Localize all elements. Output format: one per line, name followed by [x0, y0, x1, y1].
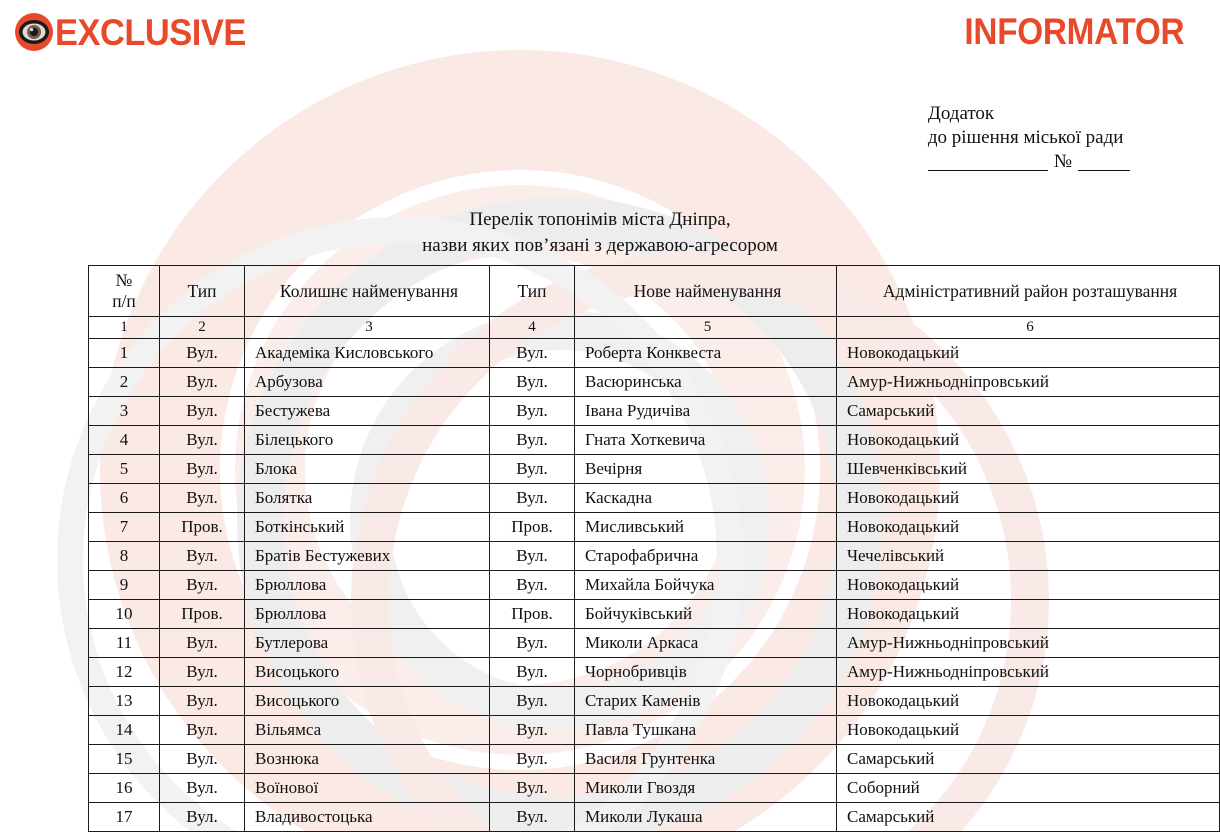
- row-old-type: Вул.: [160, 571, 245, 600]
- row-number: 17: [89, 803, 160, 832]
- row-new-type: Пров.: [490, 513, 575, 542]
- row-district: Амур-Нижньодніпровський: [837, 658, 1220, 687]
- row-old-name: Бестужева: [245, 397, 490, 426]
- row-district: Самарський: [837, 745, 1220, 774]
- row-old-type: Вул.: [160, 629, 245, 658]
- table-row: [89, 571, 1220, 600]
- header-number: [89, 266, 160, 317]
- table-row: [89, 803, 1220, 832]
- column-number-1: 1: [89, 317, 160, 339]
- row-number: 4: [89, 426, 160, 455]
- row-old-type: Вул.: [160, 455, 245, 484]
- row-new-name: Миколи Лукаша: [575, 803, 837, 832]
- row-new-name: Васюринська: [575, 368, 837, 397]
- row-old-type: Вул.: [160, 803, 245, 832]
- row-old-name: Бутлерова: [245, 629, 490, 658]
- row-old-name: Вільямса: [245, 716, 490, 745]
- column-number-6: 6: [837, 317, 1220, 339]
- row-new-name: Старих Каменів: [575, 687, 837, 716]
- header-new-name: Нове найменування: [575, 266, 837, 317]
- row-district: Новокодацький: [837, 571, 1220, 600]
- appendix-note: [928, 102, 1130, 171]
- row-old-type: Пров.: [160, 513, 245, 542]
- row-old-name: Висоцького: [245, 658, 490, 687]
- row-district: Самарський: [837, 803, 1220, 832]
- row-new-type: Вул.: [490, 658, 575, 687]
- column-number-3: 3: [245, 317, 490, 339]
- table-row: [89, 455, 1220, 484]
- exclusive-wordmark: EXCLUSIVE: [55, 11, 246, 53]
- page-title-line-1: Перелік топонімів міста Дніпра,: [469, 209, 731, 230]
- row-new-type: Вул.: [490, 571, 575, 600]
- row-old-name: Воїнової: [245, 774, 490, 803]
- row-old-name: Боткінський: [245, 513, 490, 542]
- page-title-line-2: назви яких пов’язані з державою-агресором: [422, 235, 778, 256]
- row-old-name: Вознюка: [245, 745, 490, 774]
- row-district: Шевченківський: [837, 455, 1220, 484]
- row-new-name: Павла Тушкана: [575, 716, 837, 745]
- row-new-type: Вул.: [490, 368, 575, 397]
- toponyms-table-wrapper: [88, 265, 1178, 832]
- column-number-4: 4: [490, 317, 575, 339]
- table-row: [89, 368, 1220, 397]
- row-old-name: Брюллова: [245, 600, 490, 629]
- row-district: Новокодацький: [837, 426, 1220, 455]
- row-new-name: Каскадна: [575, 484, 837, 513]
- row-district: Чечелівський: [837, 542, 1220, 571]
- row-district: Новокодацький: [837, 600, 1220, 629]
- row-number: 5: [89, 455, 160, 484]
- row-number: 10: [89, 600, 160, 629]
- row-new-type: Вул.: [490, 745, 575, 774]
- row-old-type: Вул.: [160, 397, 245, 426]
- appendix-line-1: Додаток: [927, 103, 995, 124]
- header-number-main: №: [115, 270, 133, 290]
- row-number: 3: [89, 397, 160, 426]
- row-old-type: Вул.: [160, 542, 245, 571]
- row-old-type: Вул.: [160, 687, 245, 716]
- appendix-number-line: [928, 152, 1130, 171]
- header-old-type: Тип: [160, 266, 245, 317]
- table-row: [89, 484, 1220, 513]
- date-blank-rule: [928, 156, 1048, 171]
- row-new-type: Вул.: [490, 339, 575, 368]
- header-district: Адміністративний район розташування: [837, 266, 1220, 317]
- row-new-type: Вул.: [490, 687, 575, 716]
- table-row: [89, 629, 1220, 658]
- row-number: 1: [89, 339, 160, 368]
- row-old-name: Болятка: [245, 484, 490, 513]
- row-number: 13: [89, 687, 160, 716]
- row-new-name: Михайла Бойчука: [575, 571, 837, 600]
- row-number: 2: [89, 368, 160, 397]
- eye-icon: [14, 12, 54, 52]
- row-new-name: Мисливський: [575, 513, 837, 542]
- table-row: [89, 397, 1220, 426]
- row-number: 15: [89, 745, 160, 774]
- toponyms-table: [88, 265, 1220, 832]
- row-old-name: Білецького: [245, 426, 490, 455]
- table-row: [89, 716, 1220, 745]
- row-new-type: Вул.: [490, 716, 575, 745]
- row-number: 7: [89, 513, 160, 542]
- page-title: [0, 207, 1200, 259]
- table-row: [89, 426, 1220, 455]
- row-old-type: Вул.: [160, 339, 245, 368]
- row-new-type: Вул.: [490, 484, 575, 513]
- row-old-name: Академіка Кисловського: [245, 339, 490, 368]
- row-number: 6: [89, 484, 160, 513]
- row-old-name: Арбузова: [245, 368, 490, 397]
- table-row: [89, 542, 1220, 571]
- row-number: 9: [89, 571, 160, 600]
- row-district: Новокодацький: [837, 687, 1220, 716]
- table-row: [89, 658, 1220, 687]
- row-new-type: Вул.: [490, 542, 575, 571]
- row-new-type: Вул.: [490, 629, 575, 658]
- row-old-type: Вул.: [160, 426, 245, 455]
- row-number: 8: [89, 542, 160, 571]
- table-body: [89, 339, 1220, 832]
- row-old-type: Вул.: [160, 745, 245, 774]
- header-number-sub: п/п: [112, 291, 136, 311]
- row-old-name: Владивостоцька: [245, 803, 490, 832]
- table-header-row: [89, 266, 1220, 317]
- exclusive-logo-lockup: [14, 12, 260, 52]
- row-old-type: Вул.: [160, 774, 245, 803]
- row-district: Амур-Нижньодніпровський: [837, 368, 1220, 397]
- row-old-type: Вул.: [160, 716, 245, 745]
- table-row: [89, 774, 1220, 803]
- row-new-name: Миколи Аркаса: [575, 629, 837, 658]
- row-new-name: Вечірня: [575, 455, 837, 484]
- row-new-name: Чорнобривців: [575, 658, 837, 687]
- row-district: Амур-Нижньодніпровський: [837, 629, 1220, 658]
- row-new-name: Миколи Гвоздя: [575, 774, 837, 803]
- row-new-name: Гната Хоткевича: [575, 426, 837, 455]
- brand-header: [0, 0, 1200, 64]
- row-old-name: Висоцького: [245, 687, 490, 716]
- row-old-name: Блока: [245, 455, 490, 484]
- column-number-2: 2: [160, 317, 245, 339]
- row-new-type: Вул.: [490, 774, 575, 803]
- row-old-type: Вул.: [160, 368, 245, 397]
- row-new-type: Пров.: [490, 600, 575, 629]
- number-blank-rule: [1078, 156, 1130, 171]
- row-district: Новокодацький: [837, 484, 1220, 513]
- row-new-name: Василя Грунтенка: [575, 745, 837, 774]
- row-district: Новокодацький: [837, 339, 1220, 368]
- table-head: [89, 266, 1220, 339]
- header-old-name: Колишнє найменування: [245, 266, 490, 317]
- row-new-name: Роберта Конквеста: [575, 339, 837, 368]
- table-row: [89, 339, 1220, 368]
- row-district: Соборний: [837, 774, 1220, 803]
- row-new-name: Бойчуківський: [575, 600, 837, 629]
- row-district: Новокодацький: [837, 716, 1220, 745]
- row-old-type: Пров.: [160, 600, 245, 629]
- row-new-type: Вул.: [490, 455, 575, 484]
- row-new-type: Вул.: [490, 397, 575, 426]
- header-new-type: Тип: [490, 266, 575, 317]
- table-row: [89, 745, 1220, 774]
- row-old-name: Брюллова: [245, 571, 490, 600]
- row-old-name: Братів Бестужевих: [245, 542, 490, 571]
- row-old-type: Вул.: [160, 484, 245, 513]
- row-number: 12: [89, 658, 160, 687]
- table-row: [89, 513, 1220, 542]
- number-sign: №: [1053, 151, 1072, 172]
- informator-wordmark: INFORMATOR: [964, 11, 1184, 52]
- row-new-name: Івана Рудичіва: [575, 397, 837, 426]
- row-new-type: Вул.: [490, 803, 575, 832]
- row-new-name: Старофабрична: [575, 542, 837, 571]
- column-number-5: 5: [575, 317, 837, 339]
- column-number-row: [89, 317, 1220, 339]
- row-number: 16: [89, 774, 160, 803]
- table-row: [89, 600, 1220, 629]
- row-district: Новокодацький: [837, 513, 1220, 542]
- row-number: 14: [89, 716, 160, 745]
- row-number: 11: [89, 629, 160, 658]
- appendix-line-2: до рішення міської ради: [927, 127, 1124, 148]
- table-row: [89, 687, 1220, 716]
- row-district: Самарський: [837, 397, 1220, 426]
- row-old-type: Вул.: [160, 658, 245, 687]
- row-new-type: Вул.: [490, 426, 575, 455]
